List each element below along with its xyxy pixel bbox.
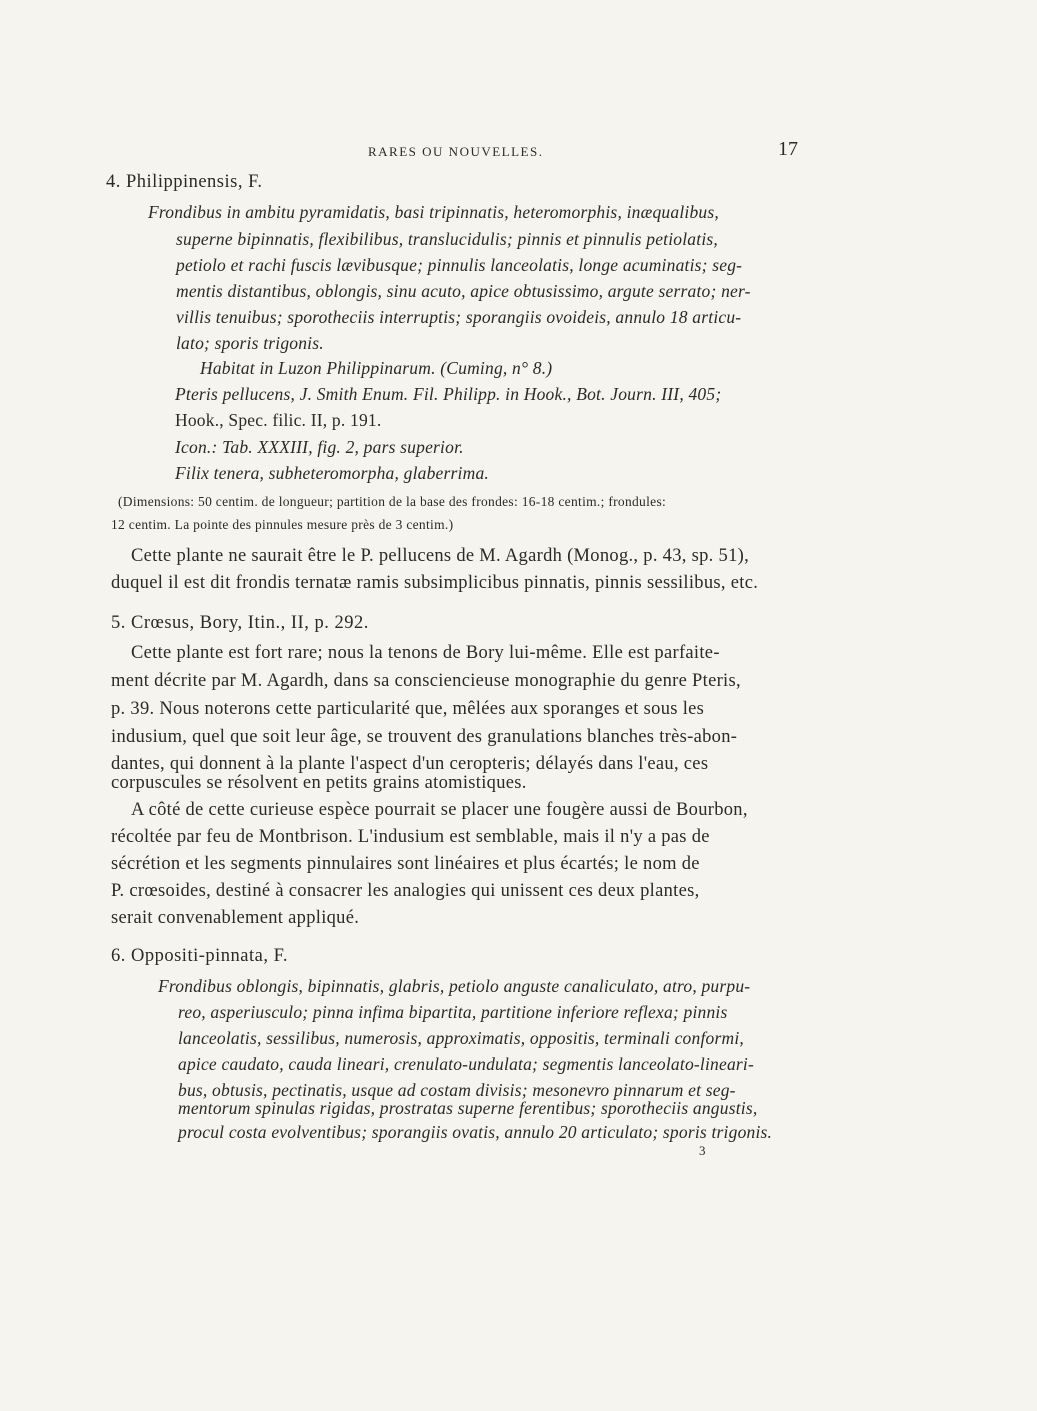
section-5-paragraph-line: A côté de cette curieuse espèce pourrait se placer une fougère aussi de Bourbon, [131,800,748,820]
section-4-diagnosis: Filix tenera, subheteromorpha, glaberrima. [175,463,489,483]
section-6-description-line: bus, obtusis, pectinatis, usque ad costam divisis; mesonevro pinnarum et seg- [178,1080,736,1100]
section-4-habitat: Habitat in Luzon Philippinarum. (Cuming, n° 8.) [200,358,553,378]
section-6-description-line: reo, asperiusculo; pinna infima bipartita, partitione inferiore reflexa; pinnis [178,1002,728,1022]
section-4-description-line: superne bipinnatis, flexibilibus, translucidulis; pinnis et pinnulis petiolatis, [176,229,718,249]
section-4-synonym: Pteris pellucens, J. Smith Enum. Fil. Philipp. in Hook., Bot. Journ. III, 405; [175,384,722,404]
section-5-paragraph-line: p. 39. Nous noterons cette particularité que, mêlées aux sporanges et sous les [111,699,705,719]
section-6-description-line: lanceolatis, sessilibus, numerosis, approximatis, oppositis, terminali conformi, [178,1028,744,1048]
section-5-paragraph-line: ment décrite par M. Agardh, dans sa consciencieuse monographie du genre Pteris, [111,671,741,691]
section-5-paragraph-line: sécrétion et les segments pinnulaires sont linéaires et plus écartés; le nom de [111,854,700,874]
signature-mark: 3 [699,1143,706,1158]
section-4-note: Cette plante ne saurait être le P. pellucens de M. Agardh (Monog., p. 43, sp. 51), [131,546,750,566]
section-4-icon-reference: Icon.: Tab. XXXIII, fig. 2, pars superior. [175,437,464,457]
section-5-paragraph-line: serait convenablement appliqué. [111,908,360,928]
section-5-paragraph-line: indusium, quel que soit leur âge, se trouvent des granulations blanches très-abon- [111,727,738,747]
section-4-description-line: mentis distantibus, oblongis, sinu acuto, apice obtusissimo, argute serrato; ner- [176,281,751,301]
section-4-description-line: petiolo et rachi fuscis lævibusque; pinnulis lanceolatis, longe acuminatis; seg- [176,255,743,275]
section-4-description-line: Frondibus in ambitu pyramidatis, basi tripinnatis, heteromorphis, inæqualibus, [148,202,719,222]
section-5-heading: 5. Crœsus, Bory, Itin., II, p. 292. [111,613,369,633]
section-4-dimensions: 12 centim. La pointe des pinnules mesure près de 3 centim.) [111,517,454,532]
section-5-paragraph-line: récoltée par feu de Montbrison. L'indusium est semblable, mais il n'y a pas de [111,827,710,847]
section-6-description-line: Frondibus oblongis, bipinnatis, glabris, petiolo anguste canaliculato, atro, purpu- [158,976,751,996]
section-4-synonym: Hook., Spec. filic. II, p. 191. [175,410,382,430]
section-5-paragraph-line: dantes, qui donnent à la plante l'aspect d'un ceropteris; délayés dans l'eau, ces [111,754,709,774]
section-5-paragraph-line: Cette plante est fort rare; nous la tenons de Bory lui-même. Elle est parfaite- [131,643,720,663]
section-5-paragraph-line: corpuscules se résolvent en petits grains atomistiques. [111,773,527,793]
section-4-description-line: lato; sporis trigonis. [176,333,324,353]
section-4-note: duquel il est dit frondis ternatæ ramis subsimplicibus pinnatis, pinnis sessilibus, etc. [111,573,759,593]
section-6-heading: 6. Oppositi-pinnata, F. [111,946,289,966]
section-6-description-line: apice caudato, cauda lineari, crenulato-undulata; segmentis lanceolato-lineari- [178,1054,755,1074]
section-5-paragraph-line: P. crœsoides, destiné à consacrer les analogies qui unissent ces deux plantes, [111,881,700,901]
section-6-description-line: mentorum spinulas rigidas, prostratas superne ferentibus; sporotheciis angustis, [178,1098,758,1118]
running-title: RARES OU NOUVELLES. [368,144,544,159]
page-number: 17 [778,138,798,160]
section-4-heading: 4. Philippinensis, F. [106,172,263,192]
section-6-description-line: procul costa evolventibus; sporangiis ovatis, annulo 20 articulato; sporis trigonis. [178,1122,773,1142]
section-4-description-line: villis tenuibus; sporotheciis interruptis; sporangiis ovoideis, annulo 18 articu- [176,307,742,327]
section-4-dimensions: (Dimensions: 50 centim. de longueur; partition de la base des frondes: 16-18 centim.; frondules: [118,494,667,509]
